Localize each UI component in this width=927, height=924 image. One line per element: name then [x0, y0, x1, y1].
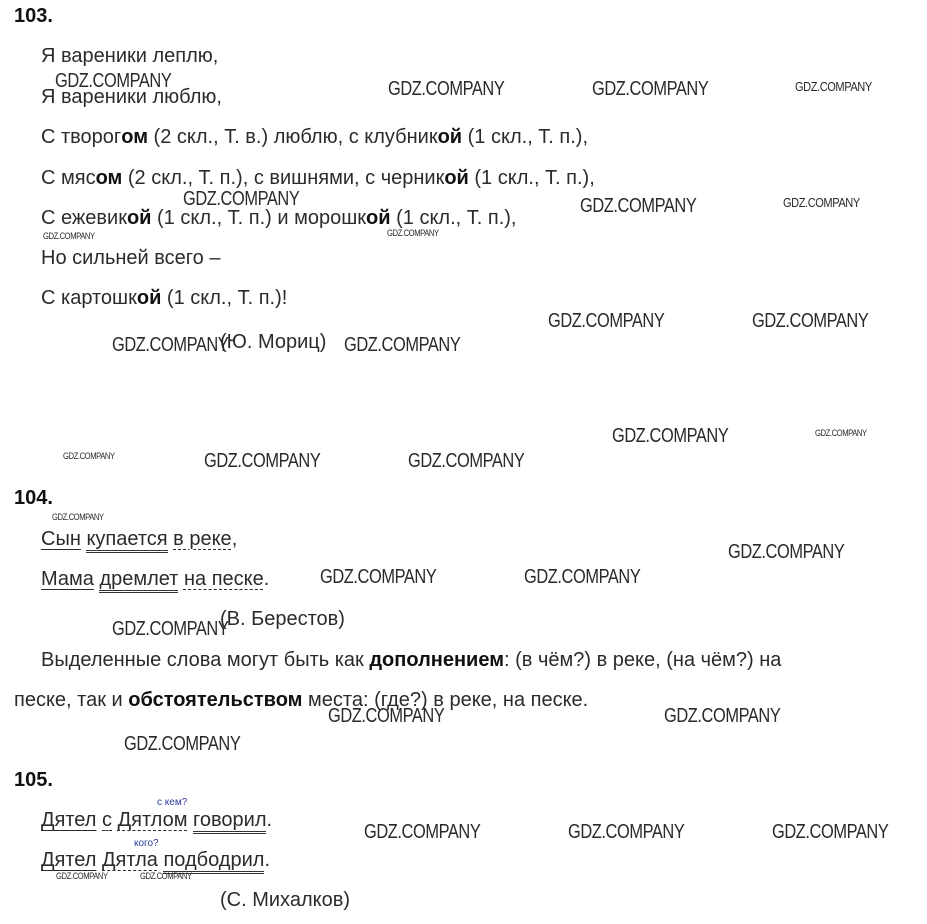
watermark-logo: GDZ.COMPANY: [204, 450, 321, 472]
watermark-logo: GDZ.COMPANY: [320, 566, 437, 588]
watermark-logo: GDZ.COMPANY: [112, 334, 229, 356]
author-moritz: (Ю. Мориц): [220, 331, 327, 353]
watermark-logo: GDZ.COMPANY: [548, 310, 665, 332]
circumstance-word: на песке: [183, 568, 264, 590]
poem-line-1: Я вареники леплю,: [41, 45, 219, 67]
exercise-number-105: 105.: [14, 769, 53, 791]
exercise-number-103: 103.: [14, 5, 53, 27]
watermark-logo: GDZ.COMPANY: [43, 231, 95, 241]
author-mikhalkov: (С. Михалков): [220, 889, 350, 911]
subject-word: Мама: [41, 568, 94, 590]
watermark-logo: GDZ.COMPANY: [664, 705, 781, 727]
poem-105-line-2: Дятел Дятла подбодрил.: [41, 849, 270, 872]
poem-line-5: С ежевикой (1 скл., Т. п.) и морошкой (1 скл., Т. п.),: [41, 207, 517, 229]
watermark-logo: GDZ.COMPANY: [328, 705, 445, 727]
poem-line-2: Я вареники люблю,: [41, 86, 222, 108]
poem-105-line-1: Дятел с Дятлом говорил.: [41, 809, 272, 832]
watermark-logo: GDZ.COMPANY: [592, 78, 709, 100]
watermark-logo: GDZ.COMPANY: [408, 450, 525, 472]
poem-104-line-1: Сын купается в реке,: [41, 528, 237, 551]
predicate-word: говорил: [193, 809, 266, 834]
watermark-logo: GDZ.COMPANY: [783, 195, 860, 210]
watermark-logo: GDZ.COMPANY: [388, 78, 505, 100]
watermark-logo: GDZ.COMPANY: [815, 428, 867, 438]
watermark-logo: GDZ.COMPANY: [55, 70, 172, 92]
predicate-word: подбодрил: [163, 849, 264, 874]
watermark-logo: GDZ.COMPANY: [612, 425, 729, 447]
exercise-number-104: 104.: [14, 487, 53, 509]
watermark-logo: GDZ.COMPANY: [387, 228, 439, 238]
explanation-line-1: Выделенные слова могут быть как дополнением: (в чём?) в реке, (на чём?) на: [41, 649, 782, 671]
watermark-logo: GDZ.COMPANY: [52, 512, 104, 522]
question-whom: кого?: [134, 838, 159, 849]
watermark-logo: GDZ.COMPANY: [344, 334, 461, 356]
circumstance-word: в реке: [173, 528, 232, 550]
poem-line-4: С мясом (2 скл., Т. п.), с вишнями, с черникой (1 скл., Т. п.),: [41, 167, 595, 189]
watermark-logo: GDZ.COMPANY: [56, 871, 108, 881]
subject-word: Дятел: [41, 809, 97, 831]
watermark-logo: GDZ.COMPANY: [795, 79, 872, 94]
poem-line-3: С творогом (2 скл., Т. в.) люблю, с клубникой (1 скл., Т. п.),: [41, 126, 589, 148]
watermark-logo: GDZ.COMPANY: [63, 451, 115, 461]
question-with-whom: с кем?: [157, 797, 188, 808]
watermark-logo: GDZ.COMPANY: [183, 188, 300, 210]
watermark-logo: GDZ.COMPANY: [140, 871, 192, 881]
watermark-logo: GDZ.COMPANY: [728, 541, 845, 563]
watermark-logo: GDZ.COMPANY: [752, 310, 869, 332]
watermark-logo: GDZ.COMPANY: [124, 733, 241, 755]
author-berestov: (В. Берестов): [220, 608, 345, 630]
object-word: Дятла: [102, 849, 158, 871]
watermark-logo: GDZ.COMPANY: [580, 195, 697, 217]
subject-word: Дятел: [41, 849, 97, 871]
watermark-logo: GDZ.COMPANY: [524, 566, 641, 588]
poem-line-6: Но сильней всего –: [41, 247, 221, 269]
predicate-word: купается: [86, 528, 167, 553]
watermark-logo: GDZ.COMPANY: [568, 821, 685, 843]
explanation-line-2: песке, так и обстоятельством места: (где?) в реке, на песке.: [14, 689, 589, 711]
object-word: Дятлом: [117, 809, 188, 831]
predicate-word: дремлет: [99, 568, 178, 593]
poem-104-line-2: Мама дремлет на песке.: [41, 568, 269, 591]
watermark-logo: GDZ.COMPANY: [364, 821, 481, 843]
watermark-logo: GDZ.COMPANY: [112, 618, 229, 640]
watermark-logo: GDZ.COMPANY: [772, 821, 889, 843]
subject-word: Сын: [41, 528, 81, 550]
poem-line-7: С картошкой (1 скл., Т. п.)!: [41, 287, 288, 309]
